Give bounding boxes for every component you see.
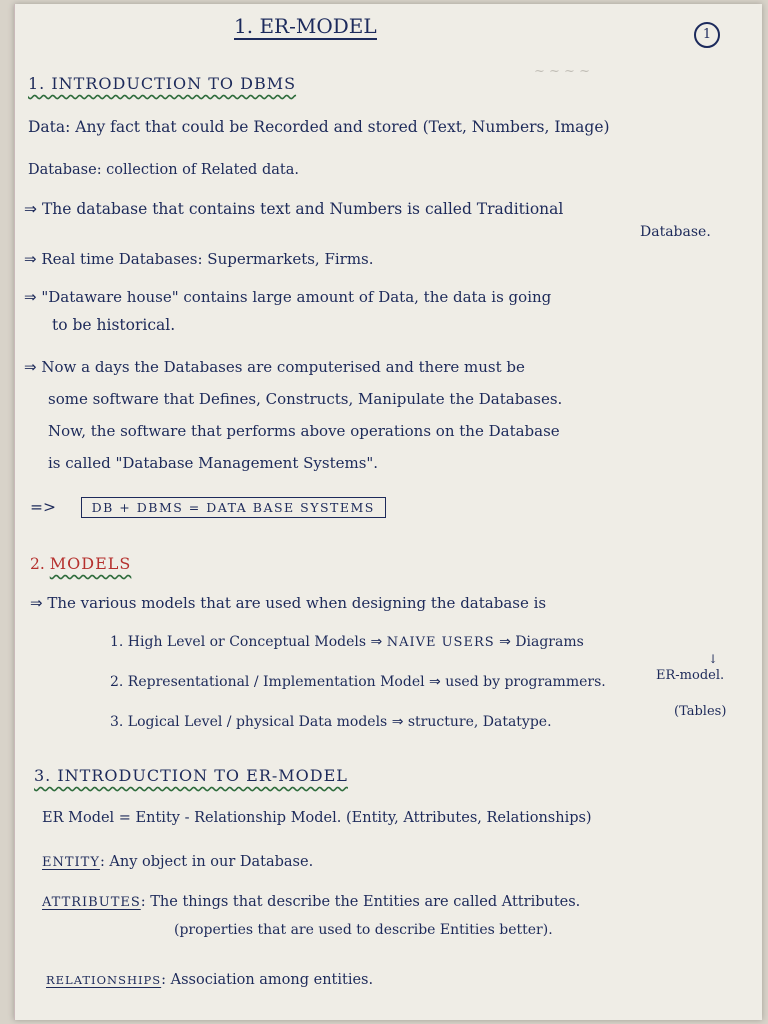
model-item-1: 1. High Level or Conceptual Models ⇒ NAIVE USERS ⇒ Diagrams (110, 634, 584, 650)
entity-definition: ENTITY: Any object in our Database. (42, 854, 314, 870)
down-arrow-icon: ↓ (708, 652, 719, 666)
section-heading-models: 2. MODELS (30, 554, 132, 573)
margin-line (14, 4, 15, 1020)
bleed-through-text: ~ ~ ~ ~ (534, 64, 590, 79)
er-model-definition: ER Model = Entity - Relationship Model. (Entity, Attributes, Relationships) (42, 810, 592, 826)
database-definition: Database: collection of Related data. (28, 162, 299, 178)
attributes-definition: ATTRIBUTES: The things that describe the Entities are called Attributes. (42, 894, 581, 910)
arrow-icon: ⇒ (499, 634, 511, 650)
model-item-1-sub: ER-model. (656, 668, 725, 683)
section-heading-intro-dbms: 1. INTRODUCTION TO DBMS (28, 74, 297, 93)
arrow-icon: ⇒ (24, 250, 37, 268)
arrow-icon: ⇒ (24, 358, 37, 376)
arrow-icon: ⇒ (30, 594, 43, 612)
notebook-page (14, 4, 762, 1020)
nowadays-line-3: Now, the software that performs above operations on the Database (48, 422, 560, 440)
models-intro: ⇒ The various models that are used when designing the database is (30, 594, 547, 612)
page-number: 1 (694, 22, 720, 48)
model-item-2: 2. Representational / Implementation Model ⇒ used by programmers. (110, 674, 606, 690)
attributes-continuation: (properties that are used to describe Entities better). (174, 922, 553, 938)
arrow-icon: ⇒ (370, 634, 383, 650)
warehouse-line: ⇒ "Dataware house" contains large amount of Data, the data is going (24, 288, 552, 306)
relationships-definition: RELATIONSHIPS: Association among entities. (46, 972, 374, 988)
traditional-db-line: ⇒ The database that contains text and Numbers is called Traditional (24, 200, 564, 218)
arrow-icon: ⇒ (429, 674, 441, 690)
section-heading-intro-er-model: 3. INTRODUCTION TO ER-MODEL (34, 766, 348, 785)
dbs-line (30, 498, 386, 516)
dbs-formula-box: DB + DBMS = DATA BASE SYSTEMS (81, 497, 386, 518)
model-item-3: 3. Logical Level / physical Data models ⇒ structure, Datatype. (110, 714, 552, 730)
arrow-icon: ⇒ (391, 714, 404, 730)
data-definition: Data: Any fact that could be Recorded and stored (Text, Numbers, Image) (28, 118, 610, 136)
arrow-icon: ⇒ (24, 200, 37, 218)
warehouse-continuation: to be historical. (52, 316, 176, 334)
model-item-2-sub: (Tables) (674, 704, 727, 719)
traditional-db-continuation: Database. (640, 224, 711, 240)
realtime-db-line: ⇒ Real time Databases: Supermarkets, Firms. (24, 250, 374, 268)
nowadays-line-2: some software that Defines, Constructs, Manipulate the Databases. (48, 390, 563, 408)
nowadays-line-4: is called "Database Management Systems". (48, 454, 379, 472)
nowadays-line-1: ⇒ Now a days the Databases are computerised and there must be (24, 358, 525, 376)
arrow-icon: => (30, 498, 56, 516)
arrow-icon: ⇒ (24, 288, 37, 306)
page-title: 1. ER-MODEL (234, 14, 377, 38)
